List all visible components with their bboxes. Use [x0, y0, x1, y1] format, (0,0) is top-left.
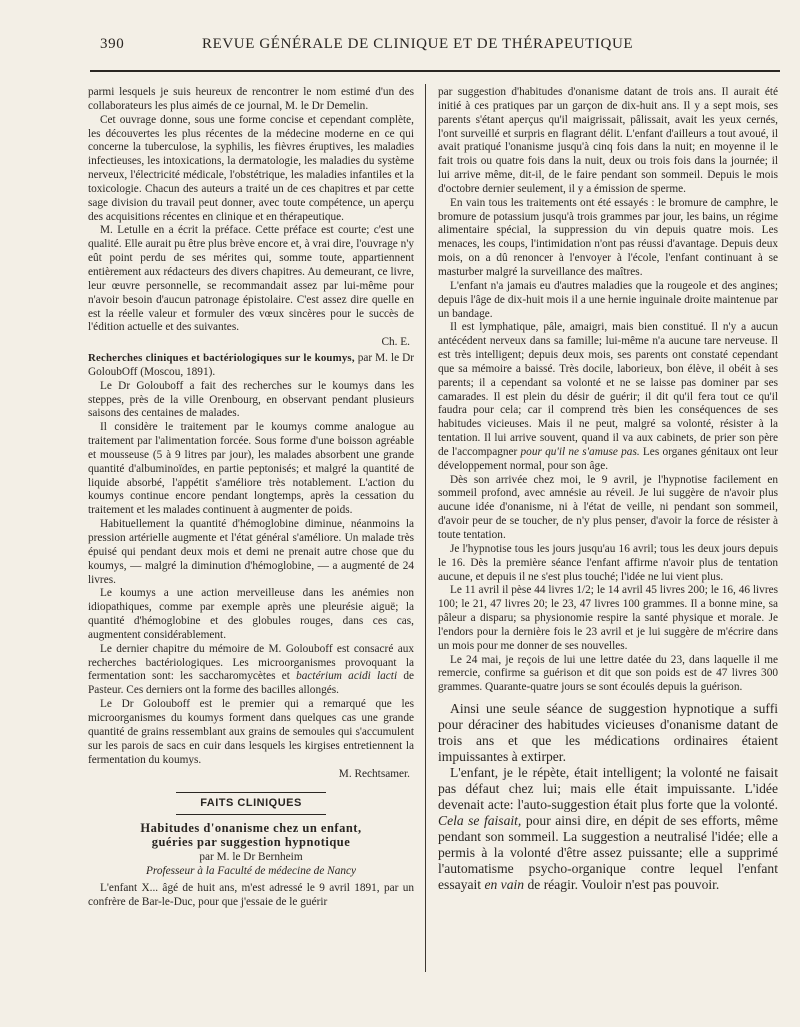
signature: Ch. E. — [381, 336, 410, 349]
paragraph: Le Dr Goloubоff a fait des recherches sur le koumys dans les steppes, près de la ville Orenbourg, en observant pendant plusieurs saisons des centaines de malades. — [88, 379, 414, 420]
paragraph — [438, 321, 778, 473]
paragraph: Dès son arrivée chez moi, le 9 avril, je l'hypnotise facilement en sommeil profond, avec amnésie au réveil. Je lui suggère de n'avoir plus aucune idée d'onanisme, ni à l'état de veille, ni pendant son sommeil, d'avoir peur de se toucher, de n'y plus penser, d'avoir la force de résister à toute tentation. — [438, 473, 778, 541]
text-run-italic: en vain — [484, 877, 525, 893]
paragraph: parmi lesquels je suis heureux de rencontrer le nom estimé d'un des collaborateurs les plus aimés de ce journal, M. le Dr Demelin. — [88, 86, 414, 112]
paragraph: par suggestion d'habitudes d'onanisme datant de trois ans. Il aurait été initié à ces pratiques par un garçon de dix-huit ans. Il y a sept mois, ses parents s'étant aperçus qu'il maigrissait, pâlissait, avait les yeux cernés, l'ont surveillé et surpris en flagrant délit. L'enfant d'ailleurs a tout avoué, il avait pratiqué l'onanisme jusqu'à cinq fois dans la nuit; en moyenne il le fait trois ou quatre fois dans la nuit, deux ou trois fois dans la journée; il lui arrive même, dit-il, de le faire pendant son sommeil. Depuis le mois d'octobre dernier seulement, il y a émission de sperme. — [438, 86, 778, 195]
article-title-line: guéries par suggestion hypnotique — [151, 835, 351, 850]
text-run-italic: bactérium acidi lacti — [296, 670, 398, 683]
text-run: L'enfant, je le répète, était intelligent; la volonté ne faisait pas défaut chez lui; mais elle était impuissante. L'idée devenait acte: l'auto-suggestion était plus forte que la volonté. — [438, 765, 778, 813]
right-column — [438, 86, 778, 893]
text-run: Le dernier chapitre du mémoire de M. Goloubоff est consacré aux recherches bactériologiques. Les microorganismes provoquant la fermentation sont: les saccharomycètes et — [88, 642, 414, 683]
paragraph — [438, 765, 778, 893]
text-run: de Pasteur. Ces derniers ont la forme des bacilles allongés. — [88, 670, 414, 697]
left-column — [88, 86, 414, 909]
article-byline: par M. le Dr Bernheim — [199, 851, 303, 864]
text-run: Les organes génitaux ont leur développement normal, pour son âge. — [438, 445, 778, 472]
page-number: 390 — [100, 36, 125, 52]
book-review-heading — [88, 352, 414, 380]
paragraph: Il considère le traitement par le koumys comme analogue au traitement par l'alimentation forcée. Sous forme d'une boisson agréable et mousseuse (5 à 9 litres par jour), les malades absorbent une grande quantité d'albuminoïdes, en partie peptonisés; et malgré la quantité de liquide absorbé, l'appétit s'améliore très notablement. L'action du koumys continue encore pendant longtemps, après la cessation du traitement et les malades continuent à augmenter de poids. — [88, 421, 414, 517]
paragraph — [88, 643, 414, 698]
paragraph: Ainsi une seule séance de suggestion hypnotique a suffi pour déraciner des habitudes vicieuses d'onanisme datant de trois ans et que les médications ordinaires étaient impuissantes à extirper. — [438, 701, 778, 765]
text-run-italic: pour qu'il ne s'amuse pas. — [520, 445, 640, 458]
article-affiliation: Professeur à la Faculté de médecine de Nancy — [145, 864, 357, 877]
section-title: FAITS CLINIQUES — [176, 792, 326, 815]
paragraph: Le 24 mai, je reçois de lui une lettre datée du 23, dans laquelle il me remercie, confirme sa guérison et dit que son poids est de 47 livres 300 grammes. Quarante-quatre jours se sont écoulés depuis la guérison. — [438, 653, 778, 694]
paragraph: Habituellement la quantité d'hémoglobine diminue, néanmoins la pression artérielle augmente et l'état général s'améliore. Un malade très épuisé qui pendant deux mois et demi ne prenait autre chose que du koumys, — malgré la diminution d'hémoglobine, — a augmenté de 24 livres. — [88, 518, 414, 586]
text-run: pour ainsi dire, en dépit de ses efforts, même pendant son sommeil. La suggestion a neutralisé l'idée; elle a permis à la volonté d'être assez puissante; elle a supprimé l'automatisme psycho-organique contre lequel l'enfant essayait — [438, 813, 779, 893]
paragraph: Le koumys a une action merveilleuse dans les anémies non idiopathiques, comme par exemple après une pleurésie aiguë; la quantité d'hémoglobine et des globules rouges, dans ces cas, augmentent considérablement. — [88, 587, 414, 641]
article-title-line: Habitudes d'onanisme chez un enfant, — [140, 821, 362, 836]
running-title: REVUE GÉNÉRALE DE CLINIQUE ET DE THÉRAPEUTIQUE — [202, 36, 634, 52]
running-header — [100, 36, 760, 60]
header-rule — [90, 70, 780, 72]
book-reference: par M. le Dr GoloubOff (Moscou, 1891). — [88, 352, 414, 378]
column-divider — [425, 84, 426, 972]
paragraph: Je l'hypnotise tous les jours jusqu'au 16 avril; tous les deux jours depuis le 16. Dès la première séance l'enfant affirme n'avoir plus de tentation aucune, et depuis il ne s'est plus touché; l'idée ne lui vient plus. — [438, 542, 778, 583]
paragraph: M. Letulle en a écrit la préface. Cette préface est courte; c'est une qualité. Elle aurait pu être plus brève encore et, à vrai dire, l'ouvrage n'y eût point perdu de ses mérites qui, somme toute, appartiennent entièrement aux rédacteurs des divers chapitres. Au demeurant, ce livre, leur œuvre personnelle, se recommandait assez par lui-même pour n'avoir besoin d'aucun patronage épistolaire. C'est assez dire quelle en est la réelle valeur et formuler des vœux sincères pour le succès de l'édition actuelle et des suivantes. — [88, 224, 414, 334]
text-run: Il est lymphatique, pâle, amaigri, mais bien constitué. Il n'y a aucun antécédent nerveux dans sa famille; lui-même n'a aucune tare nerveuse. Il est très intelligent; depuis deux mois, ses parents ont constaté cependant que sa mémoire a baissé. Très docile, laborieux, bon élève, il obéit à ses parents; il a cependant sa volonté et ne se laisse pas dominer par ses camarades. Il est plein du désir de guérir; il dit qu'il fera tout ce qu'il faudra pour cela; car il comprend très bien les conséquences de ses habitudes vicieuses. Mais il ne peut, malgré sa volonté, résister à la tentation. Il lui arrive souvent, quand il va aux cabinets, de prier son père de l'accompagner — [438, 321, 778, 458]
paragraph: Le Dr Goloubоff est le premier qui a remarqué que les microorganismes du koumys forment dans quelques cas une grande quantité de grains ressemblant aux grains de semoules qui s'accumulent sur les parois de sacs en cuir dans lesquels les kirgises entretiennent la fermentation du koumys. — [88, 698, 414, 766]
text-run-italic: Cela se faisait, — [438, 813, 522, 829]
paragraph: En vain tous les traitements ont été essayés : le bromure de camphre, le bromure de potassium jusqu'à trois grammes par jour, les bains, un régime alimentaire spécial, la suppression du vin depuis quatre mois. Les menaces, les coups, l'intimidation n'ont pas réussi d'avantage. Depuis deux mois, on a dû renoncer à l'envoyer à l'école, l'enfant continuant à se masturber malgré la surveillance des maîtres. — [438, 196, 778, 278]
book-title: Recherches cliniques et bactériologiques sur le koumys, — [88, 352, 355, 365]
paragraph: Cet ouvrage donne, sous une forme concise et cependant complète, les découvertes les plus récentes de la médecine moderne en ce qui concerne la tuberculose, la syphilis, les fièvres éruptives, les maladies infectieuses, les intoxications, la dermatologie, les maladies du système nerveux, l'électricité médicale, l'obstétrique, les maladies infantiles et la toxicologie. Chacun des auteurs a traité un de ces chapitres et par cette sage division du travail peut donner, avec toute compétence, un aperçu des acquisitions récentes en clinique et en thérapeutique. — [88, 113, 414, 223]
paragraph: L'enfant n'a jamais eu d'autres maladies que la rougeole et des angines; depuis l'âge de dix-huit mois il a une hernie inguinale droite maintenue par un bandage. — [438, 279, 778, 320]
paragraph: L'enfant X... âgé de huit ans, m'est adressé le 9 avril 1891, par un confrère de Bar-le-Duc, pour que j'essaie de le guérir — [88, 881, 414, 908]
signature: M. Rechtsamer. — [338, 768, 410, 781]
article-title — [88, 821, 414, 849]
paragraph: Le 11 avril il pèse 44 livres 1/2; le 14 avril 45 livres 200; le 16, 46 livres 100; le 21, 47 livres 20; le 23, 47 livres 100 grammes. Il a bonne mine, sa pâleur a disparu; sa physionomie respire la santé physique et morale. Je l'endors pour la dernière fois le 23 avril et je lui suggère de m'écrire dans un mois pour me donner de ses nouvelles. — [438, 584, 778, 652]
text-run: de réagir. Vouloir n'est pas pouvoir. — [524, 877, 720, 893]
